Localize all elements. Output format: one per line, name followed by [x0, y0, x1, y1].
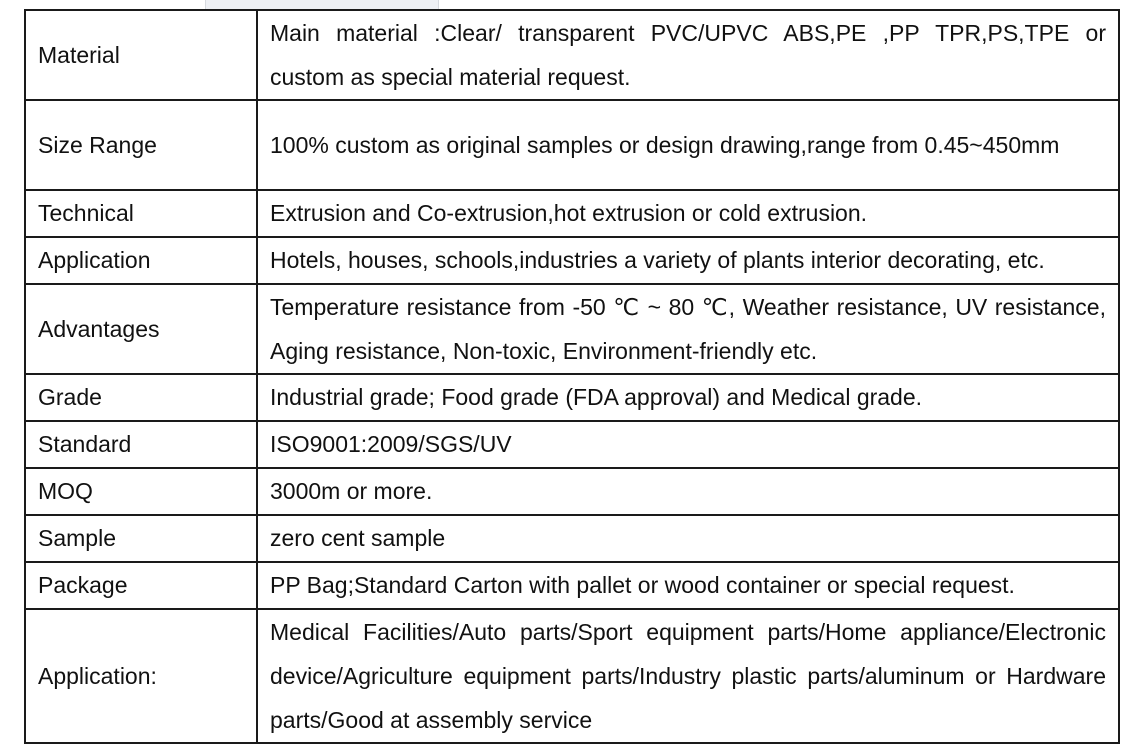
table-row — [25, 10, 1119, 100]
row-label: Grade — [25, 374, 257, 421]
table-row — [25, 562, 1119, 609]
row-label: Standard — [25, 421, 257, 468]
row-label: Sample — [25, 515, 257, 562]
row-value: Hotels, houses, schools,industries a variety of plants interior decorating, etc. — [257, 237, 1119, 284]
table-row — [25, 284, 1119, 374]
row-label: Advantages — [25, 284, 257, 374]
table-row — [25, 237, 1119, 284]
table-row — [25, 100, 1119, 190]
row-value: zero cent sample — [257, 515, 1119, 562]
top-edge-strip — [205, 0, 439, 9]
row-label: Package — [25, 562, 257, 609]
row-label: Application: — [25, 609, 257, 743]
table-row — [25, 374, 1119, 421]
table-row — [25, 515, 1119, 562]
row-label: Technical — [25, 190, 257, 237]
table-row — [25, 421, 1119, 468]
row-value: 3000m or more. — [257, 468, 1119, 515]
row-value: PP Bag;Standard Carton with pallet or wood container or special request. — [257, 562, 1119, 609]
row-value: Main material :Clear/ transparent PVC/UPVC ABS,PE ,PP TPR,PS,TPE or custom as special material request. — [257, 10, 1119, 100]
row-value: 100% custom as original samples or design drawing,range from 0.45~450mm — [257, 100, 1119, 190]
row-label: Size Range — [25, 100, 257, 190]
table-row — [25, 609, 1119, 743]
row-label: MOQ — [25, 468, 257, 515]
row-value: Extrusion and Co-extrusion,hot extrusion or cold extrusion. — [257, 190, 1119, 237]
table-row — [25, 468, 1119, 515]
table-row — [25, 190, 1119, 237]
row-value: Industrial grade; Food grade (FDA approval) and Medical grade. — [257, 374, 1119, 421]
spec-table — [24, 9, 1120, 744]
row-label: Application — [25, 237, 257, 284]
row-value: Medical Facilities/Auto parts/Sport equipment parts/Home appliance/Electronic device/Agriculture equipment parts/Industry plastic parts/aluminum or Hardware parts/Good at assembly service — [257, 609, 1119, 743]
row-value: ISO9001:2009/SGS/UV — [257, 421, 1119, 468]
row-value: Temperature resistance from -50 ℃ ~ 80 ℃, Weather resistance, UV resistance, Aging resistance, Non-toxic, Environment-friendly etc. — [257, 284, 1119, 374]
row-label: Material — [25, 10, 257, 100]
